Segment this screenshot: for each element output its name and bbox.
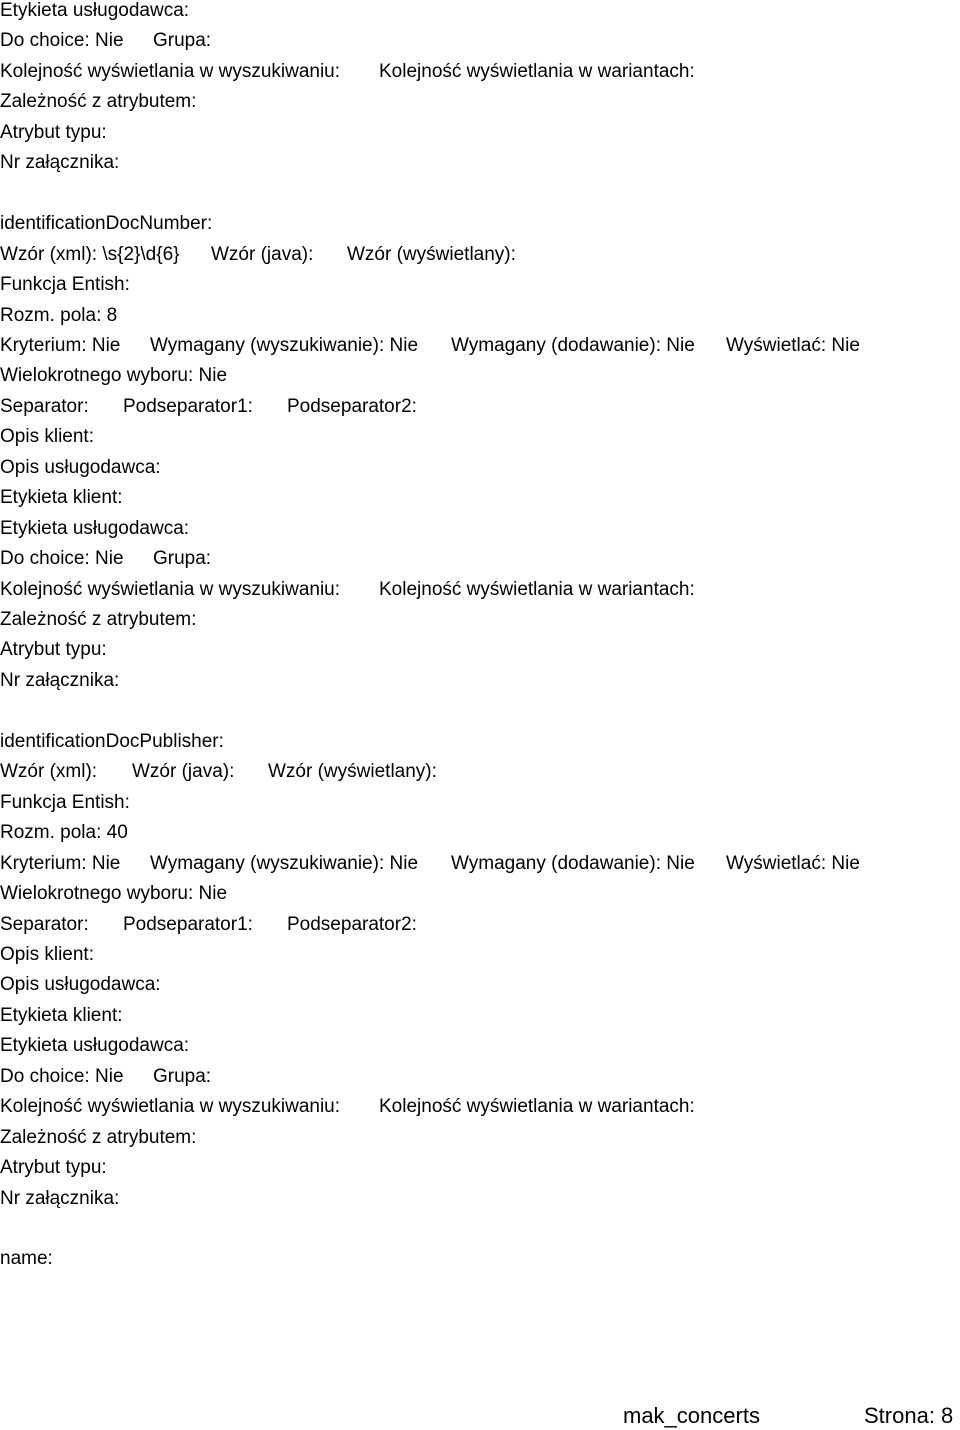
field-label: Nr załącznika:: [0, 152, 120, 174]
field-label: Kolejność wyświetlania w wariantach:: [379, 578, 695, 600]
field-label: Do choice: Nie: [0, 1065, 124, 1087]
field-label: Zależność z atrybutem:: [0, 1126, 197, 1148]
field-label: Wymagany (dodawanie): Nie: [451, 334, 695, 356]
field-label: Atrybut typu:: [0, 1157, 107, 1179]
field-label: Nr załącznika:: [0, 1187, 120, 1209]
field-label: Opis klient:: [0, 426, 94, 448]
field-label: Kolejność wyświetlania w wariantach:: [379, 1096, 695, 1118]
field-label: Wymagany (dodawanie): Nie: [451, 852, 695, 874]
field-label: Wzór (java):: [132, 761, 235, 783]
field-label: Kolejność wyświetlania w wyszukiwaniu:: [0, 1096, 341, 1118]
field-label: Wzór (wyświetlany):: [268, 761, 437, 783]
field-label: Opis usługodawca:: [0, 974, 161, 996]
field-label: Wielokrotnego wyboru: Nie: [0, 365, 228, 387]
field-label: Kryterium: Nie: [0, 852, 121, 874]
field-label: Wzór (wyświetlany):: [347, 243, 516, 265]
field-label: Etykieta klient:: [0, 1004, 123, 1026]
field-label: Kolejność wyświetlania w wariantach:: [379, 60, 695, 82]
field-label: Wyświetlać: Nie: [726, 852, 860, 874]
field-label: identificationDocPublisher:: [0, 730, 224, 752]
field-label: name:: [0, 1248, 53, 1270]
field-label: Nr załącznika:: [0, 669, 120, 691]
field-label: Wzór (java):: [211, 243, 314, 265]
field-label: Grupa:: [153, 1065, 212, 1087]
field-label: Wielokrotnego wyboru: Nie: [0, 883, 228, 905]
footer-page-number: Strona: 8: [864, 1403, 954, 1428]
field-label: Atrybut typu:: [0, 121, 107, 143]
field-label: Etykieta usługodawca:: [0, 0, 190, 21]
field-label: Etykieta usługodawca:: [0, 517, 190, 539]
field-label: Wzór (xml): \s{2}\d{6}: [0, 243, 180, 265]
field-label: Etykieta klient:: [0, 487, 123, 509]
field-label: Opis usługodawca:: [0, 456, 161, 478]
field-label: Wzór (xml):: [0, 761, 98, 783]
field-label: Kolejność wyświetlania w wyszukiwaniu:: [0, 60, 341, 82]
field-label: Funkcja Entish:: [0, 791, 130, 813]
field-label: Rozm. pola: 8: [0, 304, 118, 326]
field-label: Wymagany (wyszukiwanie): Nie: [150, 852, 419, 874]
field-label: Do choice: Nie: [0, 548, 124, 570]
field-label: Kolejność wyświetlania w wyszukiwaniu:: [0, 578, 341, 600]
field-label: Podseparator1:: [123, 395, 253, 417]
field-label: Separator:: [0, 395, 89, 417]
field-label: Grupa:: [153, 548, 212, 570]
field-label: Separator:: [0, 913, 89, 935]
field-label: Funkcja Entish:: [0, 274, 130, 296]
field-label: Opis klient:: [0, 943, 94, 965]
field-label: Etykieta usługodawca:: [0, 1035, 190, 1057]
field-label: Podseparator1:: [123, 913, 253, 935]
field-label: Wyświetlać: Nie: [726, 334, 860, 356]
field-label: Podseparator2:: [287, 395, 417, 417]
field-label: Rozm. pola: 40: [0, 822, 128, 844]
field-label: Wymagany (wyszukiwanie): Nie: [150, 334, 419, 356]
field-label: Podseparator2:: [287, 913, 417, 935]
field-label: Kryterium: Nie: [0, 334, 121, 356]
field-label: Do choice: Nie: [0, 30, 124, 52]
field-label: Zależność z atrybutem:: [0, 91, 197, 113]
field-label: Atrybut typu:: [0, 639, 107, 661]
field-label: identificationDocNumber:: [0, 213, 213, 235]
footer-document-name: mak_concerts: [623, 1403, 760, 1428]
field-label: Grupa:: [153, 30, 212, 52]
field-label: Zależność z atrybutem:: [0, 609, 197, 630]
